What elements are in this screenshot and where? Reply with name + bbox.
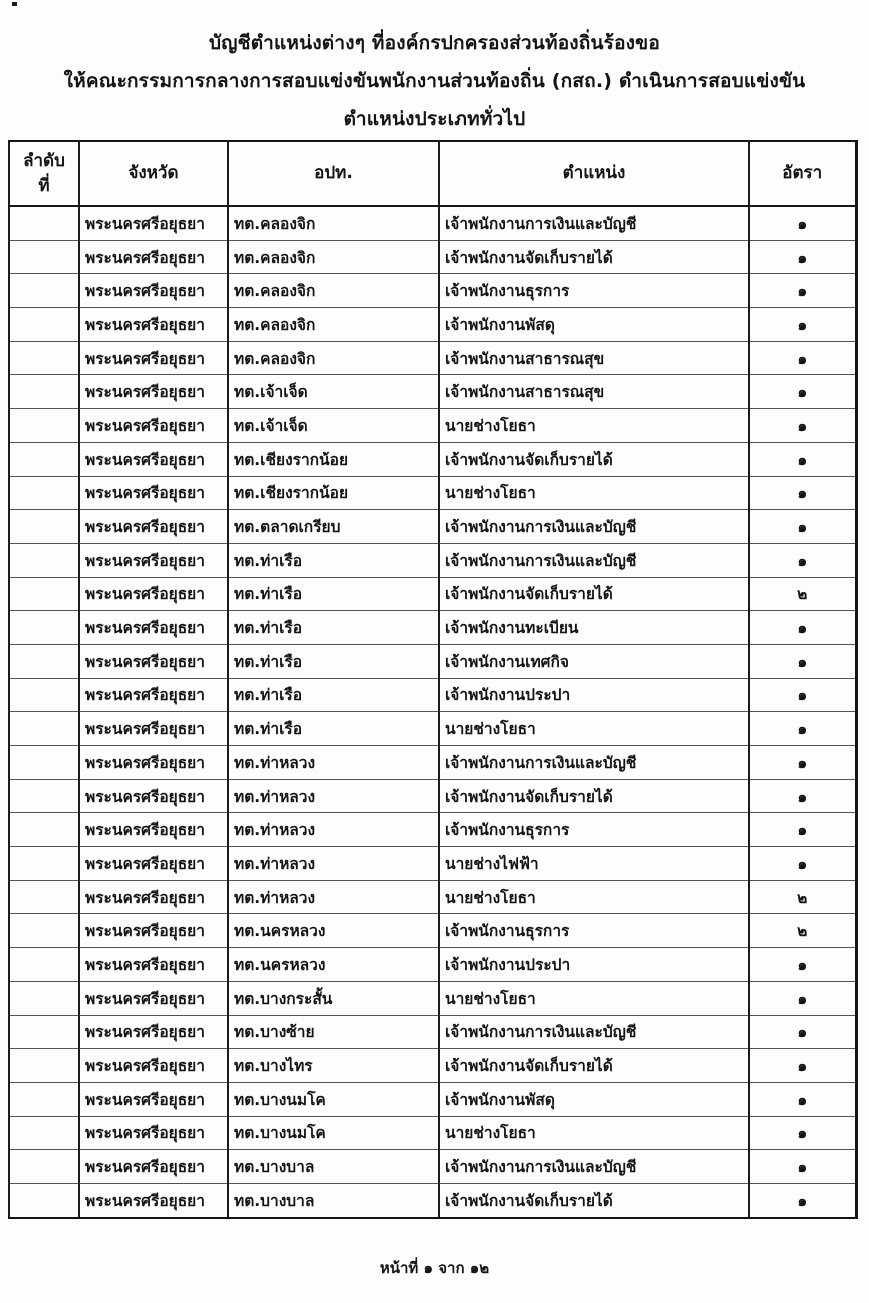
cell-index [9, 409, 79, 443]
document-title [0, 24, 869, 138]
cell-province: พระนครศรีอยุธยา [79, 847, 228, 881]
cell-position: นายช่างโยธา [439, 476, 749, 510]
table-row [9, 611, 856, 645]
table-row [9, 644, 856, 678]
cell-count: ๑ [749, 1049, 856, 1083]
cell-count: ๑ [749, 274, 856, 308]
cell-position: นายช่างโยธา [439, 712, 749, 746]
cell-count: ๑ [749, 1116, 856, 1150]
table-row [9, 274, 856, 308]
cell-lgo: ทต.เชียงรากน้อย [228, 442, 439, 476]
cell-index [9, 880, 79, 914]
column-header-lgo: อปท. [228, 141, 439, 206]
cell-count: ๑ [749, 240, 856, 274]
table-row [9, 1183, 856, 1217]
cell-province: พระนครศรีอยุธยา [79, 914, 228, 948]
cell-province: พระนครศรีอยุธยา [79, 1150, 228, 1184]
cell-count: ๑ [749, 308, 856, 342]
cell-province: พระนครศรีอยุธยา [79, 746, 228, 780]
cell-lgo: ทต.ท่าเรือ [228, 712, 439, 746]
title-line-3: ตำแหน่งประเภททั่วไป [343, 108, 526, 130]
cell-count: ๒ [749, 880, 856, 914]
cell-index [9, 981, 79, 1015]
cell-count: ๑ [749, 746, 856, 780]
cell-province: พระนครศรีอยุธยา [79, 813, 228, 847]
cell-index [9, 1082, 79, 1116]
table-row [9, 678, 856, 712]
table-header-row [9, 141, 856, 206]
table-row [9, 948, 856, 982]
cell-index [9, 644, 79, 678]
table-row [9, 1116, 856, 1150]
cell-province: พระนครศรีอยุธยา [79, 577, 228, 611]
cell-index [9, 914, 79, 948]
cell-lgo: ทต.บางกระสั้น [228, 981, 439, 1015]
table-row [9, 981, 856, 1015]
cell-position: เจ้าพนักงานจัดเก็บรายได้ [439, 577, 749, 611]
cell-index [9, 1116, 79, 1150]
cell-lgo: ทต.ท่าเรือ [228, 678, 439, 712]
cell-position: นายช่างโยธา [439, 409, 749, 443]
cell-province: พระนครศรีอยุธยา [79, 1049, 228, 1083]
table-row [9, 746, 856, 780]
cell-lgo: ทต.ท่าเรือ [228, 543, 439, 577]
cell-position: เจ้าพนักงานเทศกิจ [439, 644, 749, 678]
cell-count: ๑ [749, 813, 856, 847]
cell-lgo: ทต.ท่าเรือ [228, 644, 439, 678]
cell-position: นายช่างโยธา [439, 880, 749, 914]
cell-lgo: ทต.นครหลวง [228, 948, 439, 982]
cell-lgo: ทต.ตลาดเกรียบ [228, 510, 439, 544]
title-line-1: บัญชีตำแหน่งต่างๆ ที่องค์กรปกครองส่วนท้องถิ่นร้องขอ [209, 32, 660, 54]
table-body [9, 206, 856, 1218]
cell-index [9, 341, 79, 375]
cell-lgo: ทต.นครหลวง [228, 914, 439, 948]
cell-position: เจ้าพนักงานจัดเก็บรายได้ [439, 1049, 749, 1083]
cell-province: พระนครศรีอยุธยา [79, 880, 228, 914]
cell-position: นายช่างไฟฟ้า [439, 847, 749, 881]
table-row [9, 510, 856, 544]
table-row [9, 779, 856, 813]
cell-count: ๑ [749, 678, 856, 712]
cell-lgo: ทต.บางไทร [228, 1049, 439, 1083]
cell-province: พระนครศรีอยุธยา [79, 948, 228, 982]
table-row [9, 847, 856, 881]
table-row [9, 1049, 856, 1083]
table-row [9, 476, 856, 510]
cell-lgo: ทต.คลองจิก [228, 240, 439, 274]
cell-province: พระนครศรีอยุธยา [79, 543, 228, 577]
column-header-index-line1: ลำดับ [23, 150, 65, 171]
cell-count: ๑ [749, 206, 856, 240]
cell-position: เจ้าพนักงานจัดเก็บรายได้ [439, 779, 749, 813]
cell-index [9, 442, 79, 476]
cell-count: ๑ [749, 1015, 856, 1049]
cell-lgo: ทต.ท่าหลวง [228, 813, 439, 847]
cell-province: พระนครศรีอยุธยา [79, 240, 228, 274]
table-row [9, 880, 856, 914]
cell-lgo: ทต.บางบาล [228, 1150, 439, 1184]
cell-position: เจ้าพนักงานธุรการ [439, 274, 749, 308]
cell-position: เจ้าพนักงานพัสดุ [439, 308, 749, 342]
title-line-2: ให้คณะกรรมการกลางการสอบแข่งขันพนักงานส่วนท้องถิ่น (กสถ.) ดำเนินการสอบแข่งขัน [63, 70, 806, 92]
cell-lgo: ทต.คลองจิก [228, 274, 439, 308]
cell-lgo: ทต.บางนมโค [228, 1082, 439, 1116]
table-row [9, 914, 856, 948]
cell-count: ๑ [749, 1082, 856, 1116]
cell-lgo: ทต.ท่าหลวง [228, 880, 439, 914]
cell-province: พระนครศรีอยุธยา [79, 779, 228, 813]
cell-province: พระนครศรีอยุธยา [79, 206, 228, 240]
cell-index [9, 510, 79, 544]
cell-province: พระนครศรีอยุธยา [79, 341, 228, 375]
cell-position: เจ้าพนักงานสาธารณสุข [439, 375, 749, 409]
cell-count: ๑ [749, 611, 856, 645]
cell-province: พระนครศรีอยุธยา [79, 1082, 228, 1116]
cell-index [9, 240, 79, 274]
cell-index [9, 1150, 79, 1184]
cell-count: ๑ [749, 341, 856, 375]
cell-position: เจ้าพนักงานประปา [439, 948, 749, 982]
cell-province: พระนครศรีอยุธยา [79, 476, 228, 510]
cell-index [9, 1183, 79, 1217]
cell-position: นายช่างโยธา [439, 1116, 749, 1150]
column-header-index [9, 141, 79, 206]
cell-position: เจ้าพนักงานการเงินและบัญชี [439, 1015, 749, 1049]
table-row [9, 1082, 856, 1116]
cell-position: เจ้าพนักงานการเงินและบัญชี [439, 510, 749, 544]
cell-lgo: ทต.ท่าเรือ [228, 611, 439, 645]
cell-position: เจ้าพนักงานธุรการ [439, 813, 749, 847]
cell-position: เจ้าพนักงานทะเบียน [439, 611, 749, 645]
cell-province: พระนครศรีอยุธยา [79, 644, 228, 678]
cell-index [9, 308, 79, 342]
cell-position: เจ้าพนักงานจัดเก็บรายได้ [439, 1183, 749, 1217]
table-row [9, 1015, 856, 1049]
cell-index [9, 813, 79, 847]
cell-province: พระนครศรีอยุธยา [79, 308, 228, 342]
table-row [9, 375, 856, 409]
cell-count: ๑ [749, 712, 856, 746]
cell-province: พระนครศรีอยุธยา [79, 375, 228, 409]
cell-index [9, 274, 79, 308]
cell-index [9, 746, 79, 780]
cell-province: พระนครศรีอยุธยา [79, 712, 228, 746]
table-row [9, 1150, 856, 1184]
cell-count: ๑ [749, 543, 856, 577]
table-row [9, 712, 856, 746]
cell-lgo: ทต.ท่าเรือ [228, 577, 439, 611]
column-header-province: จังหวัด [79, 141, 228, 206]
cell-index [9, 1015, 79, 1049]
cell-lgo: ทต.บางบาล [228, 1183, 439, 1217]
cell-index [9, 476, 79, 510]
cell-province: พระนครศรีอยุธยา [79, 409, 228, 443]
cell-index [9, 948, 79, 982]
cell-province: พระนครศรีอยุธยา [79, 1015, 228, 1049]
cell-province: พระนครศรีอยุธยา [79, 678, 228, 712]
cell-position: เจ้าพนักงานประปา [439, 678, 749, 712]
table-row [9, 308, 856, 342]
cell-lgo: ทต.คลองจิก [228, 341, 439, 375]
cell-count: ๑ [749, 409, 856, 443]
cell-index [9, 712, 79, 746]
cell-province: พระนครศรีอยุธยา [79, 442, 228, 476]
cell-lgo: ทต.เจ้าเจ็ด [228, 409, 439, 443]
table-row [9, 813, 856, 847]
cell-index [9, 206, 79, 240]
cell-lgo: ทต.ท่าหลวง [228, 847, 439, 881]
cell-lgo: ทต.บางนมโค [228, 1116, 439, 1150]
cell-index [9, 678, 79, 712]
cell-lgo: ทต.ท่าหลวง [228, 779, 439, 813]
cell-position: เจ้าพนักงานพัสดุ [439, 1082, 749, 1116]
cell-index [9, 577, 79, 611]
column-header-index-line2: ที่ [38, 175, 50, 196]
cell-count: ๑ [749, 948, 856, 982]
cell-count: ๑ [749, 1183, 856, 1217]
cell-lgo: ทต.คลองจิก [228, 206, 439, 240]
column-header-position: ตำแหน่ง [439, 141, 749, 206]
cell-count: ๒ [749, 577, 856, 611]
table-row [9, 543, 856, 577]
cell-province: พระนครศรีอยุธยา [79, 1183, 228, 1217]
cell-position: เจ้าพนักงานจัดเก็บรายได้ [439, 240, 749, 274]
scan-artifact-dot [12, 2, 17, 6]
cell-index [9, 375, 79, 409]
cell-count: ๑ [749, 442, 856, 476]
cell-province: พระนครศรีอยุธยา [79, 1116, 228, 1150]
positions-table [8, 140, 858, 1219]
cell-lgo: ทต.ท่าหลวง [228, 746, 439, 780]
cell-index [9, 847, 79, 881]
cell-position: เจ้าพนักงานการเงินและบัญชี [439, 543, 749, 577]
cell-count: ๑ [749, 644, 856, 678]
cell-position: เจ้าพนักงานการเงินและบัญชี [439, 206, 749, 240]
column-header-count: อัตรา [749, 141, 856, 206]
cell-index [9, 543, 79, 577]
cell-lgo: ทต.บางซ้าย [228, 1015, 439, 1049]
cell-count: ๑ [749, 847, 856, 881]
cell-position: เจ้าพนักงานสาธารณสุข [439, 341, 749, 375]
cell-index [9, 611, 79, 645]
cell-index [9, 1049, 79, 1083]
cell-province: พระนครศรีอยุธยา [79, 611, 228, 645]
cell-position: เจ้าพนักงานจัดเก็บรายได้ [439, 442, 749, 476]
cell-count: ๑ [749, 510, 856, 544]
table-row [9, 442, 856, 476]
table-row [9, 577, 856, 611]
cell-count: ๑ [749, 1150, 856, 1184]
cell-count: ๑ [749, 375, 856, 409]
cell-lgo: ทต.เจ้าเจ็ด [228, 375, 439, 409]
table-row [9, 206, 856, 240]
table-row [9, 341, 856, 375]
cell-position: เจ้าพนักงานการเงินและบัญชี [439, 746, 749, 780]
cell-count: ๑ [749, 779, 856, 813]
cell-index [9, 779, 79, 813]
cell-position: เจ้าพนักงานการเงินและบัญชี [439, 1150, 749, 1184]
cell-province: พระนครศรีอยุธยา [79, 510, 228, 544]
page-number: หน้าที่ ๑ จาก ๑๒ [379, 1259, 490, 1277]
cell-count: ๒ [749, 914, 856, 948]
cell-count: ๑ [749, 981, 856, 1015]
cell-count: ๑ [749, 476, 856, 510]
cell-province: พระนครศรีอยุธยา [79, 274, 228, 308]
cell-lgo: ทต.เชียงรากน้อย [228, 476, 439, 510]
table-row [9, 409, 856, 443]
cell-position: นายช่างโยธา [439, 981, 749, 1015]
table-row [9, 240, 856, 274]
cell-lgo: ทต.คลองจิก [228, 308, 439, 342]
cell-position: เจ้าพนักงานธุรการ [439, 914, 749, 948]
cell-province: พระนครศรีอยุธยา [79, 981, 228, 1015]
